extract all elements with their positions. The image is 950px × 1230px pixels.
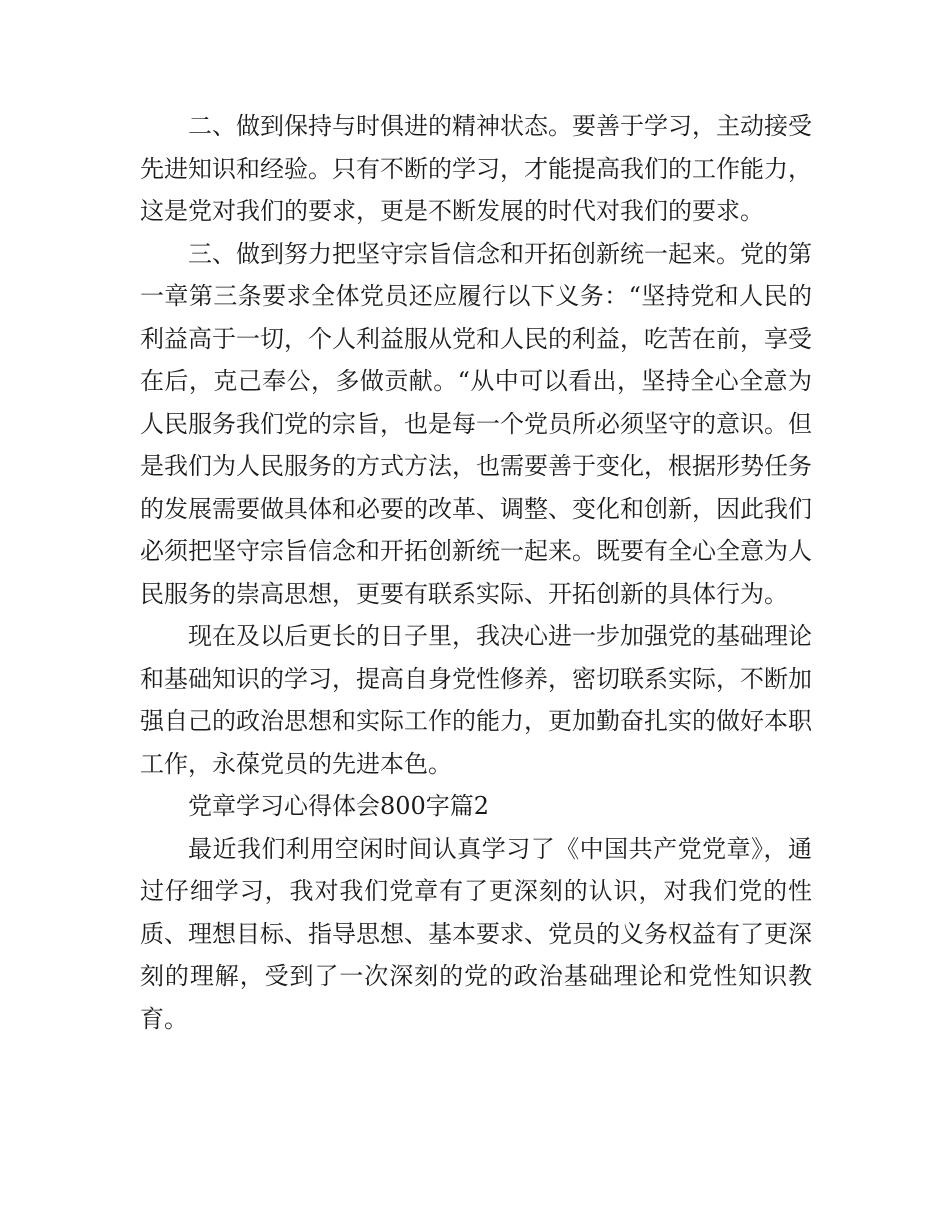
document-page (140, 105, 812, 1040)
section-heading: 党章学习心得体会800字篇2 (188, 792, 490, 820)
paragraph-study: 最近我们利用空闲时间认真学习了《中国共产党党章》，通过仔细学习，我对我们党章有了更深刻的认识，对我们党的性质、理想目标、指导思想、基本要求、党员的义务权益有了更深刻的理解，受到了一次深刻的党的政治基础理论和党性知识教育。 (140, 834, 812, 1033)
paragraph-mission: 三、做到努力把坚守宗旨信念和开拓创新统一起来。党的第一章第三条要求全体党员还应履行以下义务：“坚持党和人民的利益高于一切，个人利益服从党和人民的利益，吃苦在前，享受在后，克己奉公，多做贡献。“从中可以看出，坚持全心全意为人民服务我们党的宗旨，也是每一个党员所必须坚守的意识。但是我们为人民服务的方式方法，也需要善于变化，根据形势任务的发展需要做具体和必要的改革、调整、变化和创新，因此我们必须把坚守宗旨信念和开拓创新统一起来。既要有全心全意为人民服务的崇高思想，更要有联系实际、开拓创新的具体行为。 (140, 239, 812, 608)
paragraph-resolution: 现在及以后更长的日子里，我决心进一步加强党的基础理论和基础知识的学习，提高自身党性修养，密切联系实际，不断加强自己的政治思想和实际工作的能力，更加勤奋扎实的做好本职工作，永葆党员的先进本色。 (140, 622, 812, 778)
paragraph-spirit: 二、做到保持与时俱进的精神状态。要善于学习，主动接受先进知识和经验。只有不断的学习，才能提高我们的工作能力，这是党对我们的要求，更是不断发展的时代对我们的要求。 (140, 112, 812, 225)
